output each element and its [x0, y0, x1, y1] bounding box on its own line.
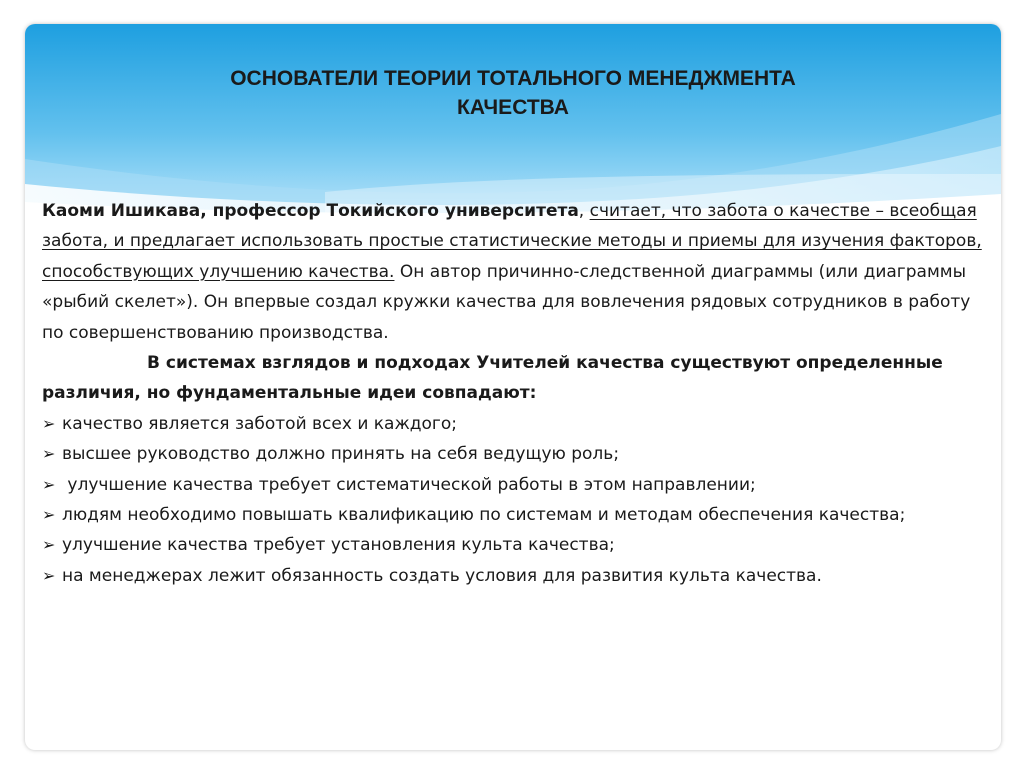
arrow-bullet-icon: ➢	[42, 444, 56, 464]
list-item	[42, 439, 992, 469]
intro-paragraph	[42, 196, 992, 348]
slide-card	[25, 24, 1001, 750]
list-item-text: людям необходимо повышать квалификацию по системам и методам обеспечения качества;	[62, 505, 906, 526]
list-item-text: качество является заботой всех и каждого;	[62, 413, 457, 434]
arrow-bullet-icon: ➢	[42, 535, 56, 555]
slide-body	[42, 196, 992, 591]
arrow-bullet-icon: ➢	[42, 505, 56, 525]
list-item-text: на менеджерах лежит обязанность создать условия для развития культа качества.	[62, 565, 822, 586]
principles-intro	[42, 348, 992, 409]
list-item	[42, 561, 992, 591]
slide-title	[25, 64, 1001, 122]
list-item	[42, 409, 992, 439]
header-banner	[25, 24, 1001, 224]
list-item	[42, 530, 992, 560]
principles-list	[42, 409, 992, 591]
title-line-2: КАЧЕСТВА	[457, 96, 569, 119]
list-item-text: улучшение качества требует систематической работы в этом направлении;	[62, 474, 756, 495]
list-item-text: высшее руководство должно принять на себя ведущую роль;	[62, 444, 620, 465]
intro-comma: ,	[578, 201, 585, 221]
arrow-bullet-icon: ➢	[42, 565, 56, 585]
arrow-bullet-icon: ➢	[42, 474, 56, 494]
ishikawa-quote: считает, что забота о качестве – всеобщая забота, и предлагает использовать простые статистические методы и приемы для изучения факторов, способствующих улучшению качества.	[42, 201, 982, 282]
list-item	[42, 470, 992, 500]
principles-intro-text: В системах взглядов и подходах Учителей качества существуют определенные различия, но фундаментальные идеи совпадают:	[42, 353, 943, 404]
ishikawa-bio: Он автор причинно-следственной диаграммы (или диаграммы «рыбий скелет»). Он впервые создал кружки качества для вовлечения рядовых сотрудников в работу по совершенствованию производства.	[42, 261, 971, 343]
ishikawa-name: Каоми Ишикава, профессор Токийского университета	[42, 201, 579, 221]
list-item	[42, 500, 992, 530]
list-item-text: улучшение качества требует установления культа качества;	[62, 535, 615, 556]
arrow-bullet-icon: ➢	[42, 413, 56, 433]
title-line-1: ОСНОВАТЕЛИ ТЕОРИИ ТОТАЛЬНОГО МЕНЕДЖМЕНТА	[230, 67, 796, 90]
